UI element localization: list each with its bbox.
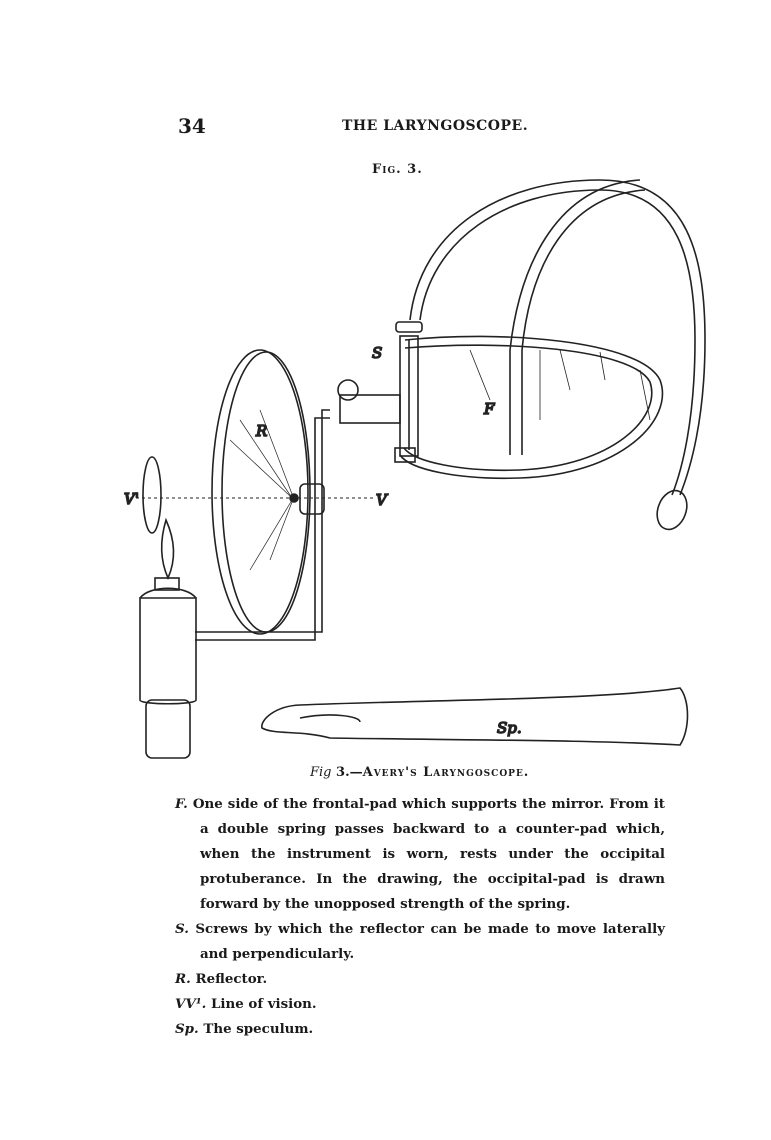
legend-key: VV¹. bbox=[175, 996, 207, 1012]
running-title: THE LARYNGOSCOPE. bbox=[342, 118, 529, 134]
legend-text: The speculum. bbox=[203, 1021, 314, 1037]
label-S: S bbox=[372, 344, 383, 362]
caption-fig: Fig bbox=[310, 765, 332, 780]
eye-lens bbox=[143, 457, 161, 533]
legend-text: Line of vision. bbox=[210, 996, 317, 1012]
legend-entry bbox=[175, 1017, 665, 1042]
caption-title: Avery's Laryngoscope. bbox=[362, 765, 530, 780]
label-V: V bbox=[376, 491, 387, 509]
legend-key: F. bbox=[175, 796, 188, 812]
figure-caption bbox=[310, 765, 529, 780]
legend-entry bbox=[175, 792, 665, 917]
label-V1: V' bbox=[124, 490, 139, 508]
page-number: 34 bbox=[178, 114, 206, 138]
label-R: R bbox=[256, 422, 268, 440]
legend-text: Reflector. bbox=[195, 971, 268, 987]
label-F: F bbox=[484, 400, 495, 418]
figure-legend bbox=[175, 792, 665, 1042]
legend-entry bbox=[175, 967, 665, 992]
legend-text: One side of the frontal-pad which supports the mirror. From it a double spring passes backward to a counter-pad which, when the instrument is worn, rests under the occipital protuberance. In the drawing, the occipital-pad is drawn forward by the unopposed strength of the spring. bbox=[192, 796, 665, 912]
speculum bbox=[262, 688, 688, 745]
legend-key: R. bbox=[175, 971, 191, 987]
legend-text: Screws by which the reflector can be made to move laterally and perpendicularly. bbox=[195, 921, 665, 962]
frontal-pad bbox=[400, 336, 662, 478]
legend-entry bbox=[175, 917, 665, 967]
figure-label: Fig. 3. bbox=[372, 162, 423, 177]
reflector bbox=[212, 350, 324, 634]
legend-key: Sp. bbox=[175, 1021, 199, 1037]
legend-key: S. bbox=[175, 921, 189, 937]
label-Sp: Sp. bbox=[497, 719, 522, 737]
candle-lamp bbox=[140, 520, 196, 758]
caption-number: 3.— bbox=[336, 765, 363, 780]
legend-entry bbox=[175, 992, 665, 1017]
